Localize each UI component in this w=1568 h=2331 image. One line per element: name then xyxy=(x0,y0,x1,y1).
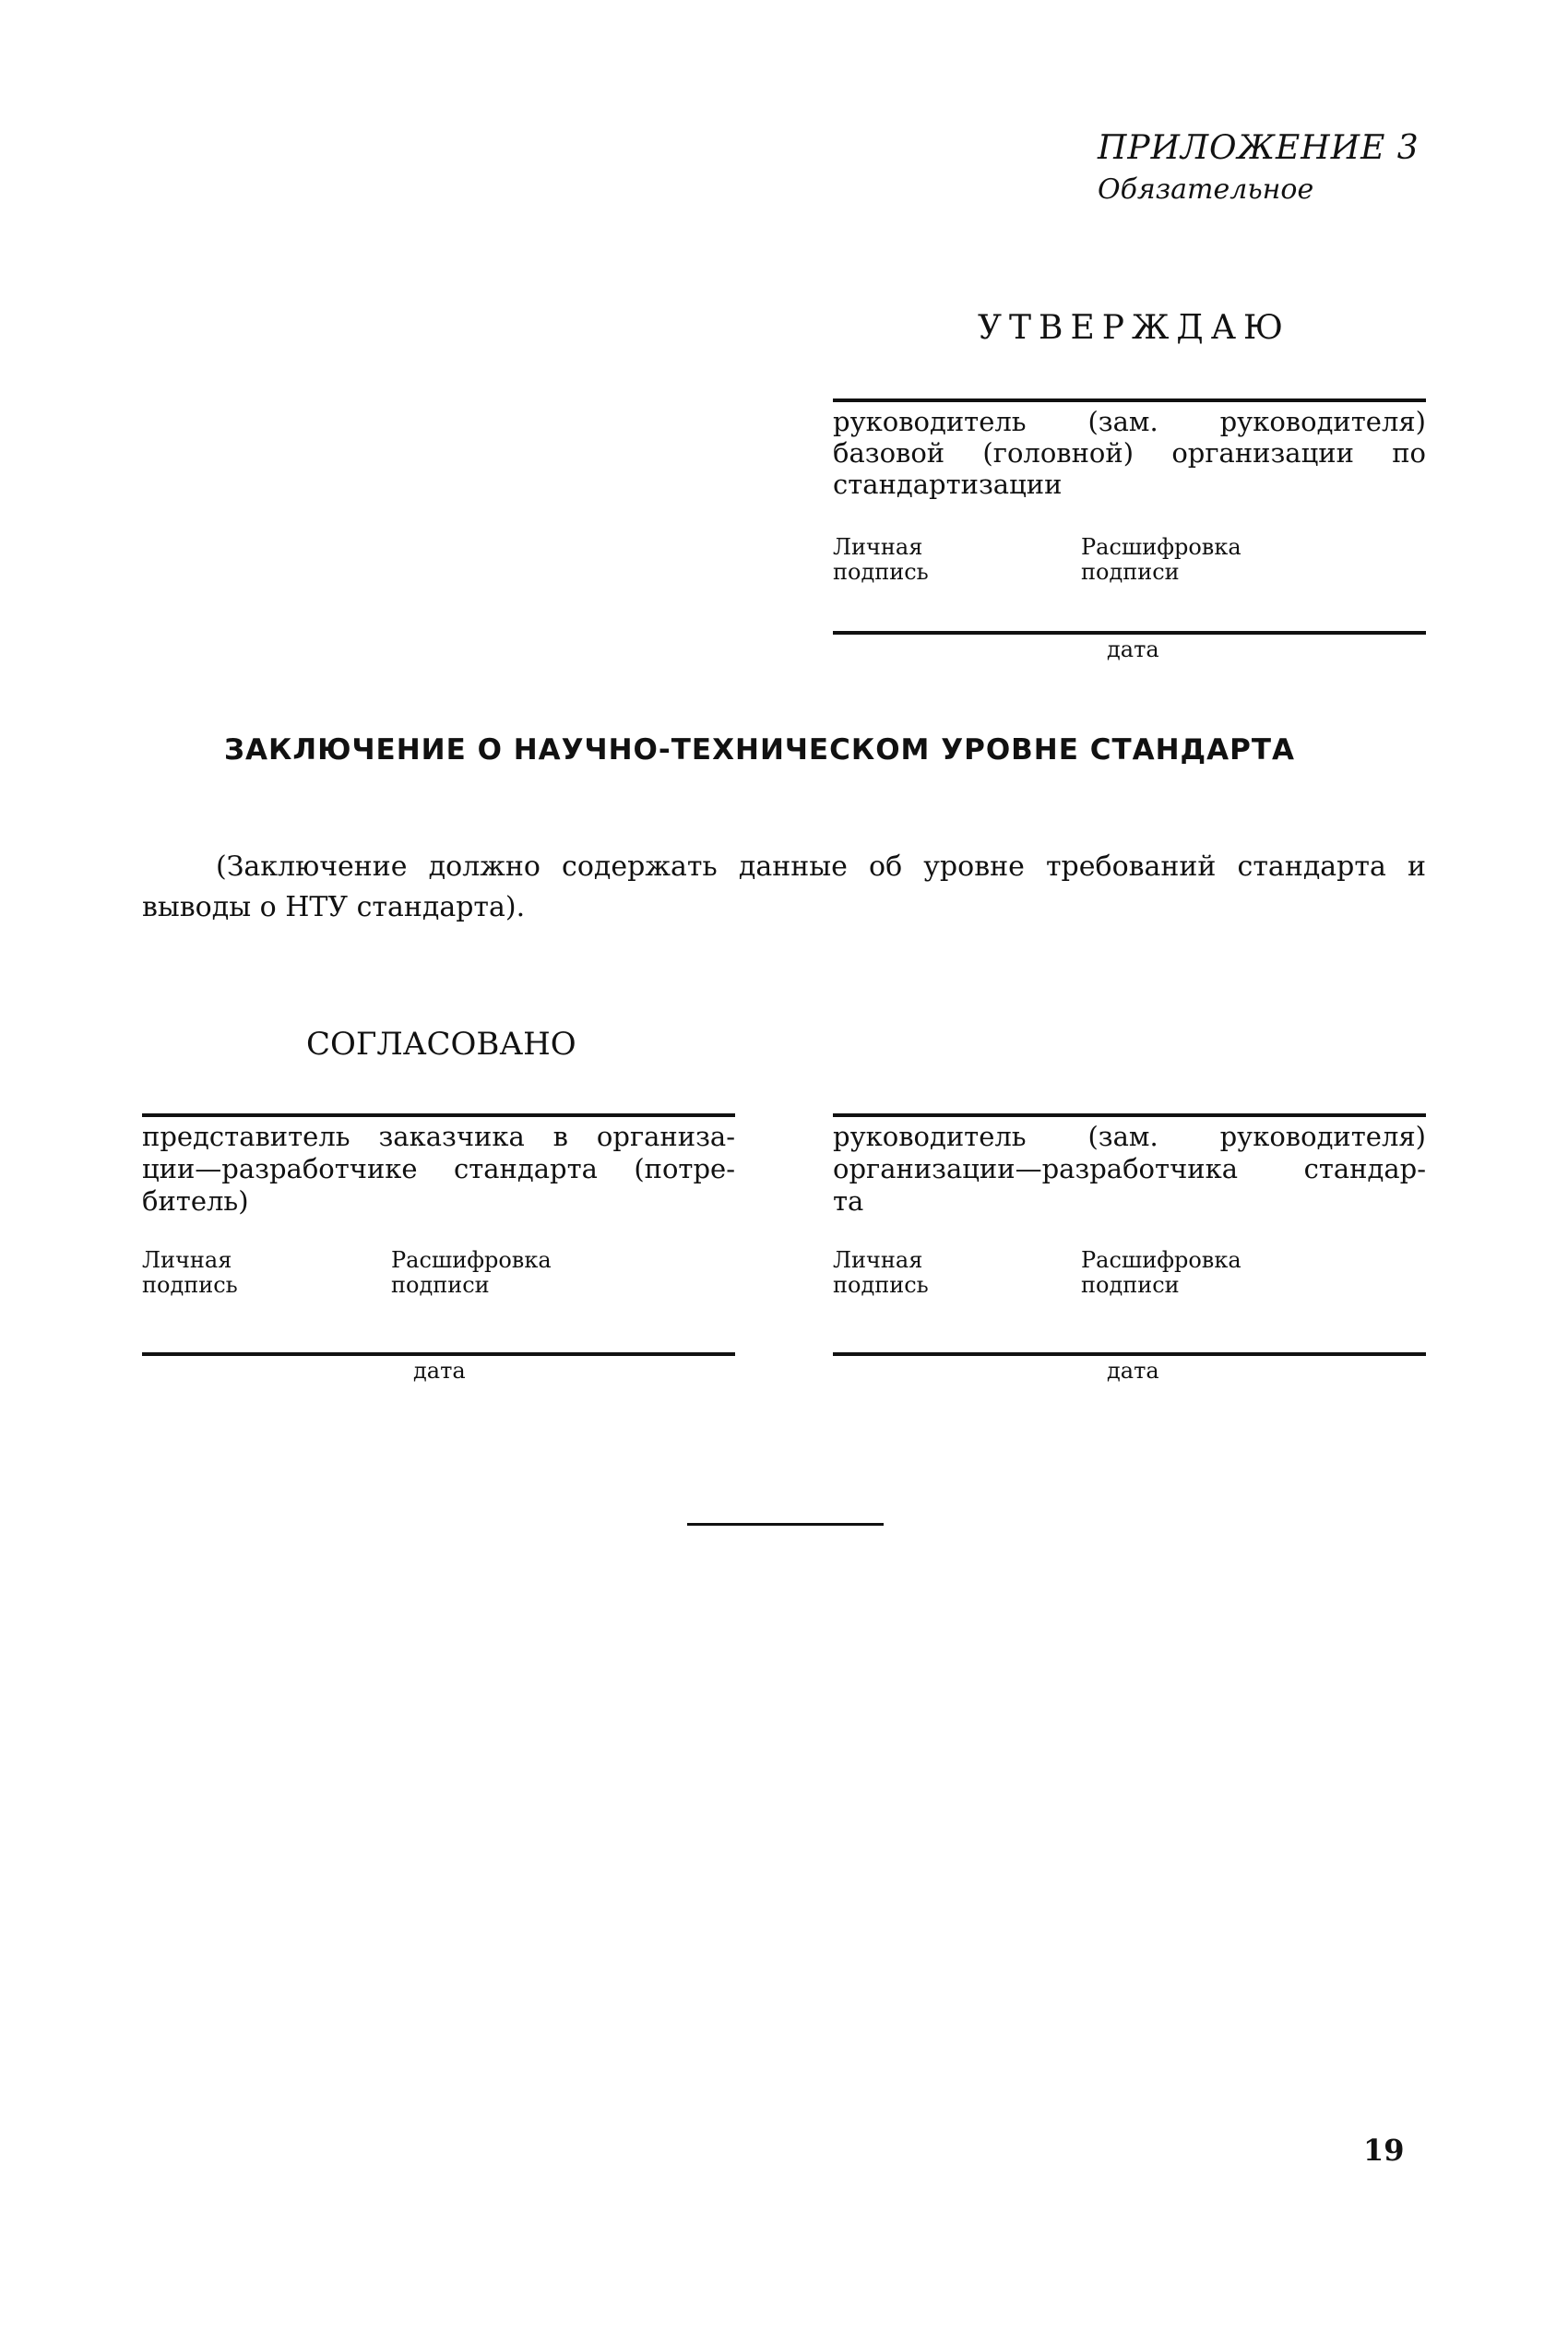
position-line: руководитель (зам. руководителя) xyxy=(833,1121,1426,1152)
sig-decode xyxy=(391,1248,552,1298)
sig-label: Расшифровка xyxy=(1081,1247,1241,1273)
approve-signature-line xyxy=(833,398,1426,402)
sig-label: Личная xyxy=(833,534,923,560)
right-position xyxy=(833,1121,1426,1218)
approve-date-line xyxy=(833,631,1426,635)
position-line: представитель заказчика в организа- xyxy=(142,1121,735,1152)
right-date-label: дата xyxy=(1107,1358,1159,1384)
body-line: выводы о НТУ стандарта). xyxy=(142,891,526,923)
approve-date-label: дата xyxy=(1107,636,1159,662)
page-number: 19 xyxy=(1363,2133,1405,2168)
sig-label: подпись xyxy=(833,1272,929,1298)
approve-position xyxy=(833,406,1426,500)
sig-decode xyxy=(1081,1248,1241,1298)
appendix-label: ПРИЛОЖЕНИЕ 3 xyxy=(1098,129,1420,167)
right-date-line xyxy=(833,1352,1426,1356)
left-signature-line xyxy=(142,1113,735,1117)
sig-label: Расшифровка xyxy=(391,1247,552,1273)
sig-label: подпись xyxy=(833,559,929,585)
position-line: та xyxy=(833,1185,864,1217)
appendix-status: Обязательное xyxy=(1098,173,1314,206)
left-date-line xyxy=(142,1352,735,1356)
sig-label: подписи xyxy=(1081,1272,1180,1298)
position-line: стандартизации xyxy=(833,469,1063,500)
end-rule xyxy=(687,1523,884,1526)
left-date-label: дата xyxy=(413,1358,466,1384)
sig-decode xyxy=(1081,535,1241,585)
position-line: базовой (головной) организации по xyxy=(833,437,1426,469)
body-line: (Заключение должно содержать данные об уровне требований стандарта и xyxy=(216,850,1426,883)
sig-personal xyxy=(833,1248,929,1298)
left-position xyxy=(142,1121,735,1218)
sig-label: Личная xyxy=(833,1247,923,1273)
document-title: ЗАКЛЮЧЕНИЕ О НАУЧНО-ТЕХНИЧЕСКОМ УРОВНЕ СТАНДАРТА xyxy=(224,733,1296,767)
position-line: организации—разработчика стандар- xyxy=(833,1153,1426,1184)
position-line: битель) xyxy=(142,1185,249,1217)
position-line: руководитель (зам. руководителя) xyxy=(833,406,1426,437)
position-line: ции—разработчике стандарта (потре- xyxy=(142,1153,735,1184)
right-signature-line xyxy=(833,1113,1426,1117)
sig-label: Личная xyxy=(142,1247,232,1273)
sig-label: Расшифровка xyxy=(1081,534,1241,560)
sig-label: подпись xyxy=(142,1272,238,1298)
sig-personal xyxy=(833,535,929,585)
body-text xyxy=(142,847,1426,928)
approve-heading: УТВЕРЖДАЮ xyxy=(978,309,1290,347)
sig-personal xyxy=(142,1248,238,1298)
sig-label: подписи xyxy=(391,1272,490,1298)
sig-label: подписи xyxy=(1081,559,1180,585)
agreed-heading: СОГЛАСОВАНО xyxy=(306,1026,576,1063)
